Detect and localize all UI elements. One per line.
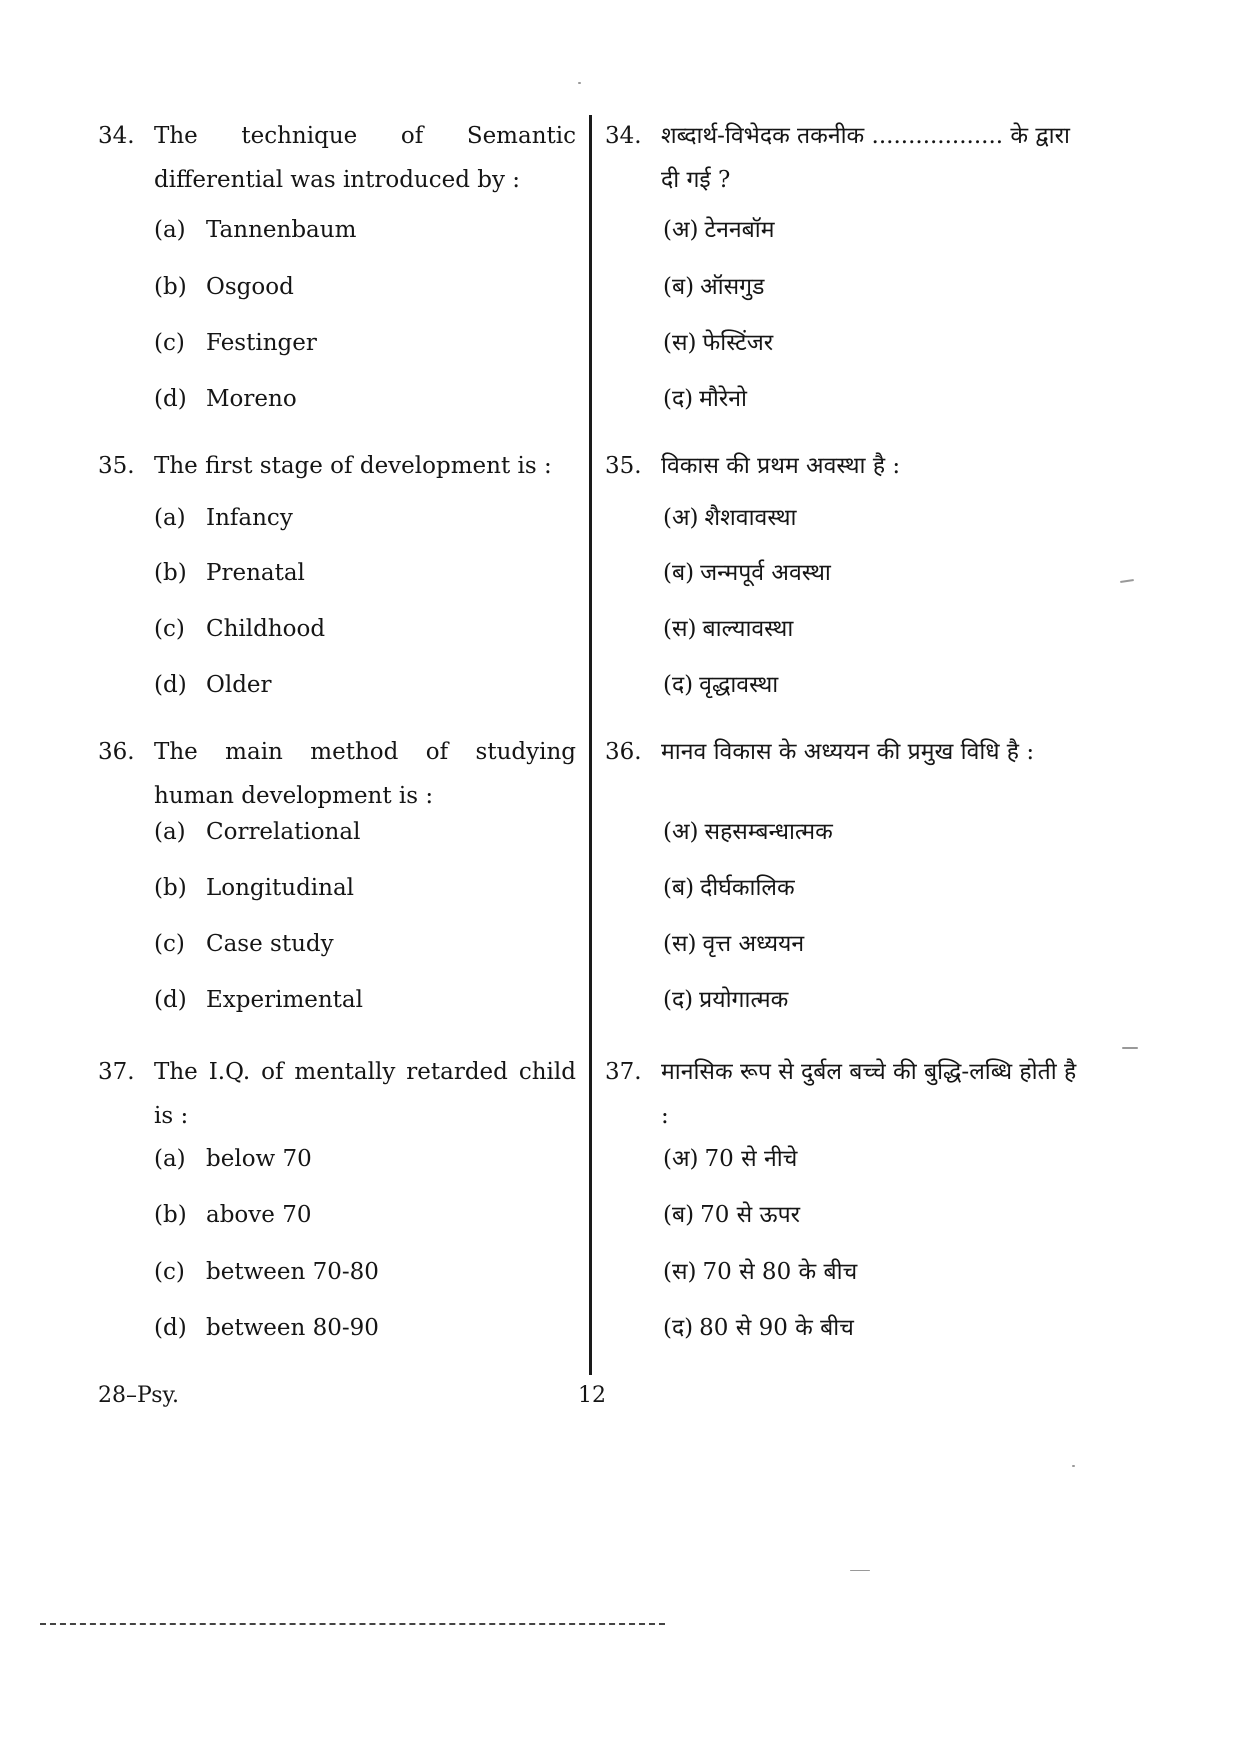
- option-text: between 80-90: [206, 1315, 379, 1341]
- question-text: विकास की प्रथम अवस्था है :: [661, 453, 901, 479]
- option-label: (ब): [663, 274, 695, 300]
- option-text: शैशवावस्था: [704, 505, 797, 531]
- option-label: (c): [154, 616, 185, 642]
- question-36: [605, 730, 1085, 774]
- option-label: (स): [663, 1259, 697, 1285]
- option-text: Correlational: [206, 819, 361, 845]
- option-text: Moreno: [206, 386, 297, 412]
- scan-speck: [578, 82, 581, 84]
- option-d: [663, 985, 788, 1015]
- option-d: [154, 1313, 379, 1343]
- option-label: (b): [154, 274, 187, 300]
- option-a: [154, 215, 356, 245]
- option-text: मौरेनो: [699, 386, 748, 412]
- dashed-rule: [40, 1623, 665, 1625]
- option-text: दीर्घकालिक: [700, 875, 795, 901]
- option-d: [154, 670, 272, 700]
- question-34: [605, 114, 1085, 202]
- scan-speck: [1072, 1465, 1075, 1467]
- option-text: above 70: [206, 1202, 312, 1228]
- option-b: [663, 873, 795, 903]
- option-text: जन्मपूर्व अवस्था: [700, 560, 831, 586]
- question-text: The technique of Semantic differential was introduced by :: [154, 123, 576, 193]
- option-b: [663, 558, 831, 588]
- option-a: [663, 215, 775, 245]
- question-number: 36.: [605, 739, 642, 765]
- question-37: [605, 1050, 1085, 1138]
- option-label: (अ): [663, 505, 699, 531]
- option-a: [663, 817, 833, 847]
- option-text: below 70: [206, 1146, 312, 1172]
- option-d: [663, 670, 778, 700]
- option-label: (a): [154, 1146, 186, 1172]
- question-number: 35.: [98, 453, 135, 479]
- option-text: Older: [206, 672, 272, 698]
- option-label: (अ): [663, 1146, 699, 1172]
- option-label: (c): [154, 1259, 185, 1285]
- option-text: वृत्त अध्ययन: [702, 931, 805, 957]
- option-text: Festinger: [206, 330, 317, 356]
- option-text: 70 से नीचे: [704, 1146, 798, 1172]
- option-a: [154, 503, 293, 533]
- option-c: [154, 614, 325, 644]
- option-d: [154, 985, 363, 1015]
- option-label: (b): [154, 875, 187, 901]
- question-text: The first stage of development is :: [154, 453, 552, 479]
- question-text: मानव विकास के अध्ययन की प्रमुख विधि है :: [661, 739, 1035, 765]
- option-label: (d): [154, 987, 187, 1013]
- option-label: (ब): [663, 875, 695, 901]
- option-label: (d): [154, 386, 187, 412]
- question-text: The I.Q. of mentally retarded child is :: [154, 1059, 576, 1129]
- option-label: (अ): [663, 217, 699, 243]
- question-35: [605, 444, 1085, 488]
- option-label: (a): [154, 217, 186, 243]
- option-label: (a): [154, 819, 186, 845]
- option-text: Tannenbaum: [206, 217, 357, 243]
- question-number: 34.: [98, 123, 135, 149]
- option-text: 70 से ऊपर: [700, 1202, 801, 1228]
- scan-speck: [1120, 579, 1134, 583]
- option-text: Experimental: [206, 987, 363, 1013]
- option-b: [663, 1200, 800, 1230]
- option-d: [663, 1313, 854, 1343]
- option-a: [663, 1144, 797, 1174]
- option-d: [663, 384, 747, 414]
- question-text: मानसिक रूप से दुर्बल बच्चे की बुद्धि-लब्धि होती है :: [661, 1059, 1077, 1129]
- option-text: वृद्धावस्था: [699, 672, 779, 698]
- option-b: [663, 272, 764, 302]
- option-label: (ब): [663, 1202, 695, 1228]
- option-label: (a): [154, 505, 186, 531]
- question-37: [98, 1050, 576, 1138]
- question-number: 37.: [98, 1059, 135, 1085]
- option-a: [154, 817, 360, 847]
- question-number: 37.: [605, 1059, 642, 1085]
- option-c: [154, 929, 334, 959]
- question-number: 36.: [98, 739, 135, 765]
- option-label: (d): [154, 1315, 187, 1341]
- paper-code: 28–Psy.: [98, 1383, 179, 1408]
- option-a: [663, 503, 797, 533]
- option-text: Longitudinal: [206, 875, 355, 901]
- question-text: शब्दार्थ-विभेदक तकनीक .................. के द्वारा दी गई ?: [661, 123, 1070, 193]
- option-text: 70 से 80 के बीच: [702, 1259, 858, 1285]
- option-c: [154, 328, 317, 358]
- question-36: [98, 730, 576, 818]
- option-text: ऑसगुड: [700, 274, 765, 300]
- option-label: (स): [663, 330, 697, 356]
- option-label: (b): [154, 1202, 187, 1228]
- option-label: (b): [154, 560, 187, 586]
- option-c: [663, 328, 773, 358]
- option-c: [154, 1257, 379, 1287]
- option-label: (अ): [663, 819, 699, 845]
- column-divider: [589, 115, 592, 1375]
- option-text: सहसम्बन्धात्मक: [704, 819, 833, 845]
- option-text: Case study: [206, 931, 334, 957]
- option-a: [154, 1144, 312, 1174]
- option-label: (c): [154, 931, 185, 957]
- option-text: Childhood: [206, 616, 326, 642]
- option-b: [154, 272, 294, 302]
- option-c: [663, 929, 804, 959]
- option-label: (द): [663, 987, 694, 1013]
- question-35: [98, 444, 576, 488]
- option-label: (c): [154, 330, 185, 356]
- option-label: (द): [663, 1315, 694, 1341]
- scan-speck: [850, 1570, 870, 1571]
- option-label: (d): [154, 672, 187, 698]
- option-label: (स): [663, 616, 697, 642]
- option-c: [663, 1257, 857, 1287]
- option-text: Osgood: [206, 274, 294, 300]
- option-b: [154, 873, 354, 903]
- page-number: 12: [578, 1383, 606, 1408]
- scan-speck: [1122, 1047, 1138, 1049]
- option-label: (ब): [663, 560, 695, 586]
- option-text: between 70-80: [206, 1259, 379, 1285]
- option-text: Infancy: [206, 505, 293, 531]
- option-d: [154, 384, 297, 414]
- option-c: [663, 614, 793, 644]
- question-text: The main method of studying human development is :: [154, 739, 576, 809]
- option-text: फेस्टिंजर: [702, 330, 774, 356]
- option-text: Prenatal: [206, 560, 305, 586]
- option-text: 80 से 90 के बीच: [699, 1315, 854, 1341]
- question-number: 35.: [605, 453, 642, 479]
- question-34: [98, 114, 576, 202]
- option-text: बाल्यावस्था: [702, 616, 794, 642]
- option-text: टेननबॉम: [704, 217, 775, 243]
- option-label: (स): [663, 931, 697, 957]
- question-number: 34.: [605, 123, 642, 149]
- option-text: प्रयोगात्मक: [699, 987, 789, 1013]
- option-label: (द): [663, 672, 694, 698]
- option-label: (द): [663, 386, 694, 412]
- option-b: [154, 558, 305, 588]
- option-b: [154, 1200, 311, 1230]
